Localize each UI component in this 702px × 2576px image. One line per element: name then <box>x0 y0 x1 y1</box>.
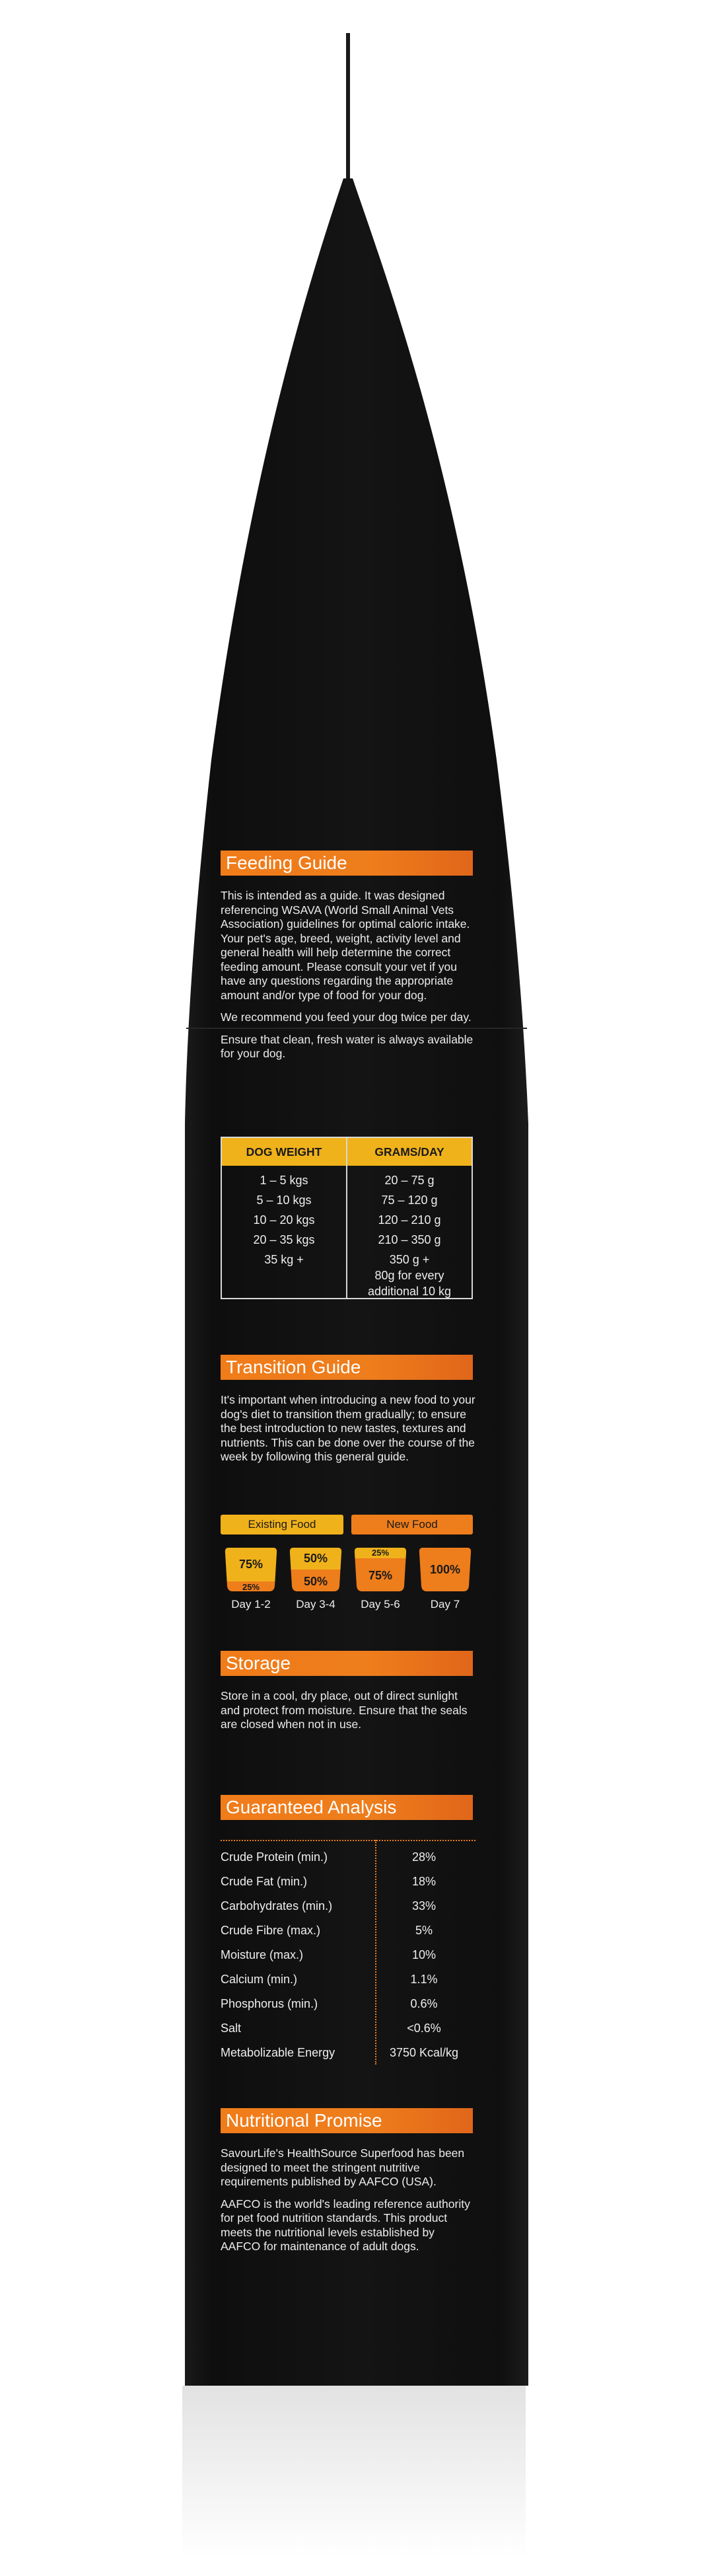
analysis-top-divider <box>221 1840 475 1841</box>
guaranteed-analysis-title: Guaranteed Analysis <box>221 1795 473 1820</box>
feeding-table-note: 80g for every <box>374 1269 444 1282</box>
new-percent-label: 50% <box>303 1574 328 1588</box>
analysis-row <box>221 1992 475 2016</box>
analysis-name: Crude Fibre (max.) <box>221 1924 321 1937</box>
analysis-value: 1.1% <box>410 1973 438 1986</box>
analysis-value: 3750 Kcal/kg <box>389 2046 459 2059</box>
existing-percent-label: 75% <box>238 1557 263 1571</box>
analysis-name: Crude Protein (min.) <box>221 1850 328 1864</box>
analysis-row <box>221 1894 475 1918</box>
analysis-row <box>221 1918 475 1942</box>
analysis-name: Crude Fat (min.) <box>221 1875 308 1888</box>
analysis-row <box>221 1870 475 1893</box>
analysis-value: 28% <box>411 1850 437 1864</box>
nutritional-promise-paragraph: AAFCO is the world's leading reference authority for pet food nutrition standards. This product meets the nutritional levels established by AAFCO for maintenance of adult dogs. <box>221 2197 470 2253</box>
feeding-guide-paragraph: We recommend you feed your dog twice per day. <box>221 1010 472 1024</box>
feeding-table-cell: 350 g + <box>389 1253 430 1266</box>
new-food-tag: New Food <box>351 1515 473 1534</box>
feeding-guide-title: Feeding Guide <box>221 851 473 876</box>
bag-hang-tab <box>346 33 350 185</box>
feeding-table-header-weight: DOG WEIGHT <box>222 1138 346 1166</box>
analysis-value: 10% <box>411 1948 437 1961</box>
feeding-guide-text <box>221 889 477 1069</box>
analysis-name: Phosphorus (min.) <box>221 1997 318 2010</box>
analysis-value: 33% <box>411 1899 437 1913</box>
new-percent-label: 100% <box>429 1563 461 1576</box>
nutritional-promise-text <box>221 2146 477 2262</box>
feeding-table-note: additional 10 kg <box>367 1285 452 1298</box>
analysis-row <box>221 2041 475 2065</box>
analysis-row <box>221 1845 475 1869</box>
storage-text: Store in a cool, dry place, out of direct sunlight and protect from moisture. Ensure that the seals are closed when not in use. <box>221 1689 468 1731</box>
analysis-row <box>221 1943 475 1967</box>
feeding-guide-paragraph: This is intended as a guide. It was designed referencing WSAVA (World Small Animal Vets Association) guidelines for optimal caloric intake. Your pet's age, breed, weight, activity level and general health will help determine the correct feeding amount. Please consult your vet if you have any questions regarding the appropriate amount and/or type of food for your dog. <box>221 889 470 1002</box>
feeding-table <box>221 1137 473 1299</box>
feeding-table-cell: 20 – 35 kgs <box>253 1233 315 1246</box>
feeding-table-cell: 35 kg + <box>264 1253 304 1266</box>
nutritional-promise-paragraph: SavourLife's HealthSource Superfood has been designed to meet the stringent nutritive requirements published by AAFCO (USA). <box>221 2146 465 2188</box>
analysis-value: 18% <box>411 1875 437 1888</box>
feeding-guide-paragraph: Ensure that clean, fresh water is always available for your dog. <box>221 1032 474 1060</box>
feeding-table-weight-column <box>222 1138 347 1298</box>
feeding-table-grams-column <box>347 1138 472 1298</box>
analysis-name: Moisture (max.) <box>221 1948 304 1961</box>
transition-guide-title: Transition Guide <box>221 1355 473 1380</box>
feeding-table-cell: 5 – 10 kgs <box>256 1193 312 1207</box>
storage-title: Storage <box>221 1651 473 1676</box>
analysis-name: Calcium (min.) <box>221 1973 298 1986</box>
bag-reflection <box>182 2386 526 2557</box>
day-label: Day 5-6 <box>361 1598 400 1610</box>
day-label: Day 3-4 <box>296 1598 335 1610</box>
existing-percent-label: 50% <box>303 1551 328 1565</box>
feeding-table-cell: 120 – 210 g <box>378 1213 441 1227</box>
day-label: Day 1-2 <box>231 1598 271 1610</box>
feeding-table-cell: 10 – 20 kgs <box>253 1213 315 1227</box>
analysis-value: <0.6% <box>407 2022 441 2035</box>
day-label: Day 7 <box>430 1598 460 1610</box>
analysis-name: Metabolizable Energy <box>221 2046 335 2059</box>
feeding-table-cell: 75 – 120 g <box>381 1193 438 1207</box>
feeding-table-cell: 1 – 5 kgs <box>260 1174 308 1187</box>
feeding-table-header-grams: GRAMS/DAY <box>347 1138 472 1166</box>
feeding-table-cell: 20 – 75 g <box>384 1174 435 1187</box>
feeding-table-cell: 210 – 350 g <box>378 1233 441 1246</box>
analysis-name: Salt <box>221 2022 242 2035</box>
transition-guide-text: It's important when introducing a new food to your dog's diet to transition them gradually; to ensure the best introduction to new tastes, textures and nutrients. This can be done over the course of the week by following this general guide. <box>221 1393 475 1463</box>
existing-percent-label: 25% <box>371 1547 390 1558</box>
analysis-row <box>221 1967 475 1991</box>
analysis-value: 0.6% <box>410 1997 438 2010</box>
analysis-value: 5% <box>415 1924 433 1937</box>
existing-food-tag: Existing Food <box>221 1515 343 1534</box>
new-percent-label: 25% <box>242 1582 260 1592</box>
analysis-row <box>221 2016 475 2040</box>
new-percent-label: 75% <box>368 1569 393 1582</box>
nutritional-promise-title: Nutritional Promise <box>221 2108 473 2133</box>
analysis-name: Carbohydrates (min.) <box>221 1899 333 1913</box>
